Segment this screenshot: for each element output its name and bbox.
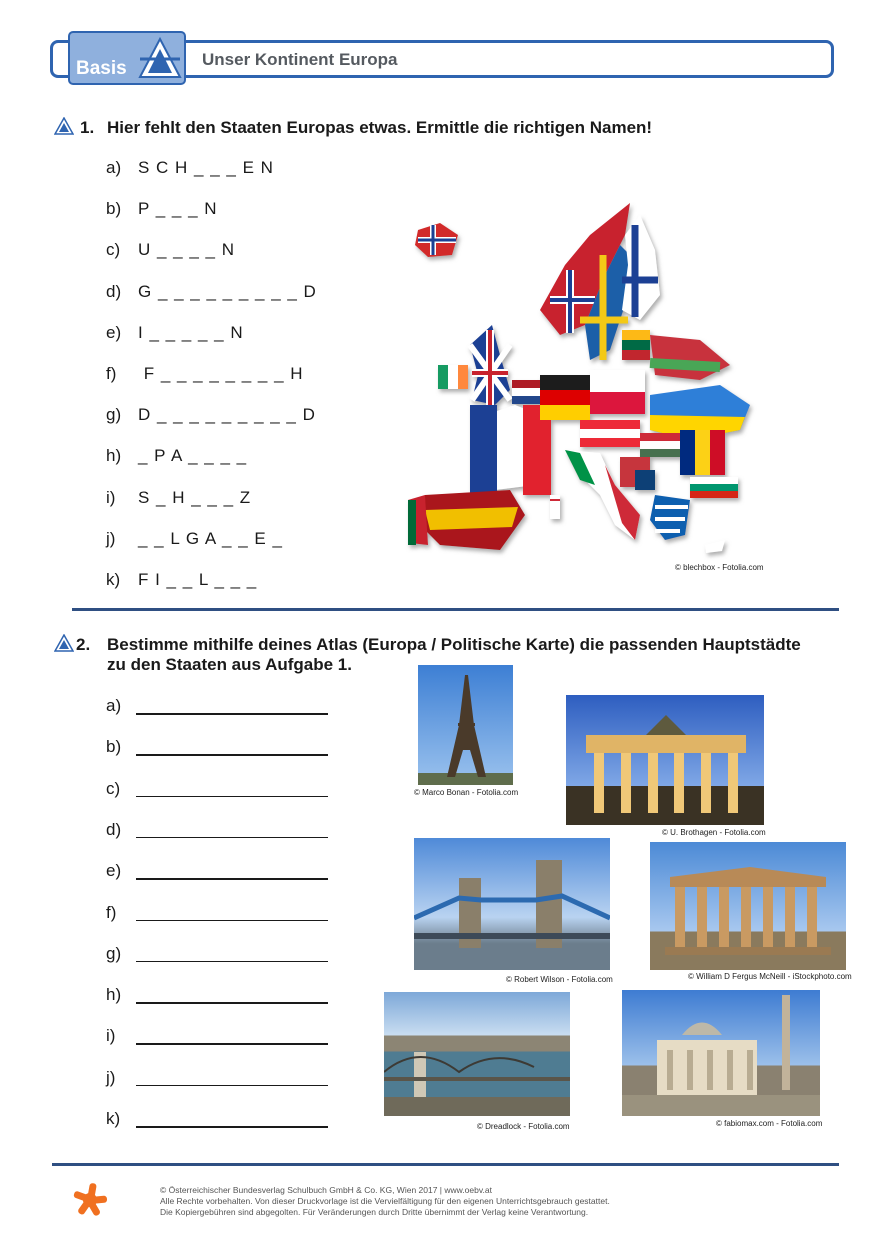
brandenburg-gate-icon: [566, 695, 764, 825]
clue-label: d): [106, 281, 122, 301]
answer-label: g): [106, 943, 122, 963]
answer-label: j): [106, 1067, 116, 1087]
clue-label: b): [106, 199, 122, 219]
clue-letters: G _ _ _ _ _ _ _ _ _ D: [138, 281, 317, 301]
clue-label: h): [106, 446, 122, 466]
clue-letters: F _ _ _ _ _ _ _ _ H: [138, 364, 304, 383]
answer-blank[interactable]: [136, 1043, 328, 1045]
task-instruction-line2: zu den Staaten aus Aufgabe 1.: [107, 655, 352, 674]
answer-label: i): [106, 1026, 116, 1046]
answer-blank[interactable]: [136, 920, 328, 922]
photo-credit: © Marco Bonan - Fotolia.com: [414, 788, 519, 797]
parthenon-photo: [650, 842, 846, 970]
answer-blank[interactable]: [136, 878, 328, 880]
answer-label: d): [106, 819, 122, 839]
eiffel-tower-photo: [418, 665, 513, 785]
page-title: Unser Kontinent Europa: [202, 50, 398, 69]
answer-label: k): [106, 1109, 121, 1128]
clue-label: c): [106, 240, 121, 260]
answer-blank[interactable]: [136, 837, 328, 839]
clue-letters: _ P A _ _ _ _: [138, 446, 248, 466]
answer-label: a): [106, 696, 122, 715]
task-level-icon: [54, 634, 74, 652]
clue-letters: S C H _ _ _ E N: [138, 158, 274, 177]
section-divider: [72, 608, 839, 611]
tower-bridge-photo: [414, 838, 610, 970]
clue-label: a): [106, 158, 122, 177]
answer-blank[interactable]: [136, 961, 328, 963]
answer-label: b): [106, 737, 122, 757]
answer-blank[interactable]: [136, 1085, 328, 1087]
photo-credit: © fabiomax.com - Fotolia.com: [716, 1119, 823, 1128]
task-level-icon: [54, 117, 74, 135]
answer-label: h): [106, 985, 122, 1005]
chain-bridge-photo: [384, 992, 570, 1116]
st-peters-basilica-icon: [622, 990, 820, 1116]
footer-copyright: [160, 1185, 610, 1218]
st-peters-photo: [622, 990, 820, 1116]
task-instruction: Hier fehlt den Staaten Europas etwas. Ermittle die richtigen Namen!: [107, 118, 653, 137]
footer-line: © Österreichischer Bundesverlag Schulbuch GmbH & Co. KG, Wien 2017 | www.oebv.at: [160, 1185, 492, 1195]
photo-credit: © Dreadlock - Fotolia.com: [477, 1122, 570, 1131]
task-instruction-line1: Bestimme mithilfe deines Atlas (Europa / Politische Karte) die passenden Hauptstädte: [107, 635, 801, 654]
clue-letters: F I _ _ L _ _ _: [138, 570, 258, 589]
clue-letters: P _ _ _ N: [138, 199, 218, 219]
answer-blank[interactable]: [136, 796, 328, 798]
answer-blank[interactable]: [136, 754, 328, 756]
answer-blank[interactable]: [136, 713, 328, 715]
clue-label: f): [106, 364, 117, 383]
clue-letters: U _ _ _ _ N: [138, 240, 235, 260]
photo-credit: © U. Brothagen - Fotolia.com: [662, 828, 766, 837]
tower-bridge-icon: [414, 838, 610, 970]
answer-blank[interactable]: [136, 1002, 328, 1004]
clue-label: e): [106, 322, 122, 342]
footer-line: Die Kopiergebühren sind abgegolten. Für Veränderungen durch Dritte übernimmt der Verlag keine Verantwortung.: [160, 1207, 589, 1217]
clue-letters: _ _ L G A _ _ E _: [138, 528, 283, 548]
brandenburg-gate-photo: [566, 695, 764, 825]
clue-label: i): [106, 487, 116, 507]
clue-label: g): [106, 405, 122, 425]
clue-label: k): [106, 570, 121, 589]
footer-line: Alle Rechte vorbehalten. Von dieser Druckvorlage ist die Vervielfältigung für den eigenen Unterrichtsgebrauch gestattet.: [160, 1196, 610, 1206]
parthenon-icon: [650, 842, 846, 970]
publisher-logo-icon: [70, 1180, 110, 1220]
basis-triangle-icon: [138, 37, 182, 79]
clue-letters: I _ _ _ _ _ N: [138, 322, 244, 342]
answer-label: f): [106, 902, 117, 922]
photo-credit: © Robert Wilson - Fotolia.com: [506, 975, 613, 984]
footer-divider: [52, 1163, 839, 1166]
map-credit: © blechbox - Fotolia.com: [675, 563, 764, 572]
photo-credit: © William D Fergus McNeill - iStockphoto.com: [688, 972, 852, 981]
clue-label: j): [106, 528, 116, 548]
task-number: 1.: [80, 118, 95, 137]
clue-letters: S _ H _ _ _ Z: [138, 487, 252, 507]
answer-label: c): [106, 778, 121, 798]
answer-label: e): [106, 861, 122, 881]
task-number: 2.: [76, 635, 91, 654]
answer-blank[interactable]: [136, 1126, 328, 1128]
clue-letters: D _ _ _ _ _ _ _ _ _ D: [138, 405, 316, 425]
europe-flag-map: [400, 195, 760, 565]
basis-label: Basis: [76, 58, 127, 79]
eiffel-tower-icon: [418, 665, 513, 785]
chain-bridge-icon: [384, 992, 570, 1116]
